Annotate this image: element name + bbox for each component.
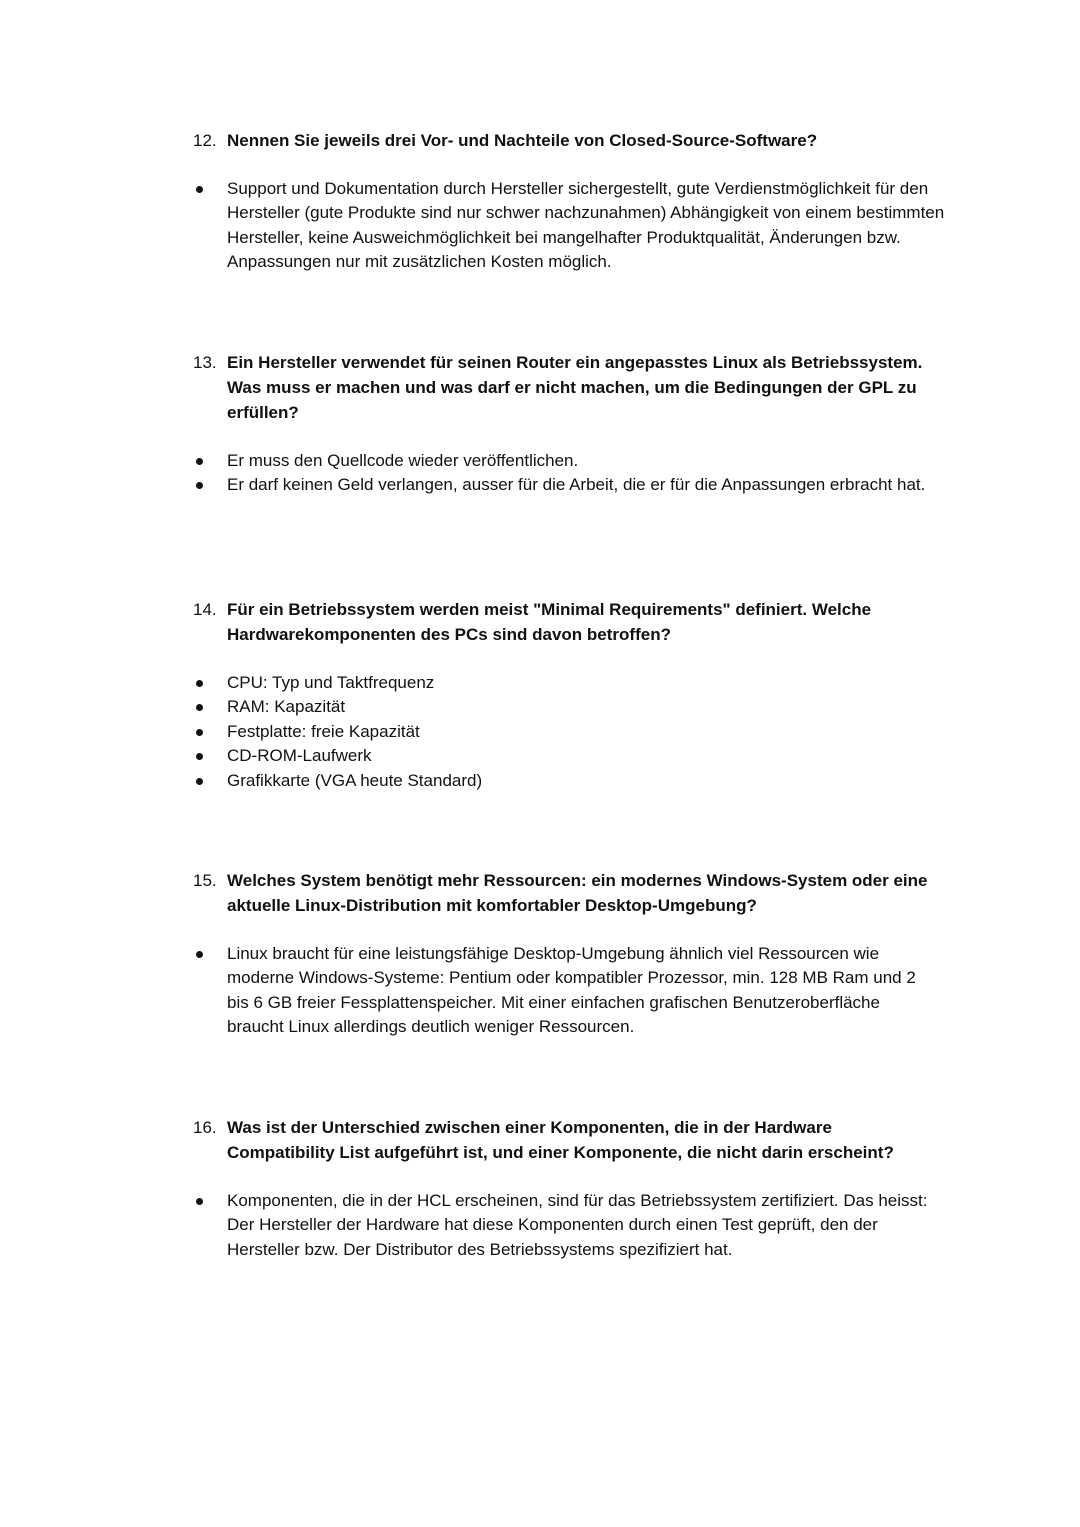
answer-text: RAM: Kapazität bbox=[227, 697, 346, 717]
answer-item bbox=[193, 942, 953, 1040]
answer-text: Komponenten, die in der HCL erscheinen, sind für das Betriebssystem zertifiziert. Das heisst: Der Hersteller der Hardware hat diese Komponenten durch einen Test geprüft, den der Hersteller bzw. Der Distributor des Betriebssystems spezifiziert hat. bbox=[227, 1191, 928, 1259]
bullet-icon bbox=[193, 1189, 227, 1262]
question-number: 15. bbox=[193, 871, 217, 890]
answer-text: Festplatte: freie Kapazität bbox=[227, 721, 420, 741]
question-number: 14. bbox=[193, 600, 217, 619]
question-text: Was ist der Unterschied zwischen einer Komponenten, die in der Hardware Compatibility List aufgeführt ist, und einer Komponente, die nicht darin erscheint? bbox=[227, 1118, 894, 1162]
answer-text: CPU: Typ und Taktfrequenz bbox=[227, 673, 435, 692]
answer-list bbox=[193, 177, 953, 275]
question-text: Nennen Sie jeweils drei Vor- und Nachteile von Closed-Source-Software? bbox=[227, 131, 818, 150]
question-13 bbox=[193, 350, 953, 498]
answer-text: Linux braucht für eine leistungsfähige Desktop-Umgebung ähnlich viel Ressourcen wie moderne Windows-Systeme: Pentium oder kompatibler Prozessor, min. 128 MB Ram und 2 bis 6 GB freier Fessplattenspeicher. Mit einer einfachen grafischen Benutzeroberfläche braucht Linux allerdings deutlich weniger Ressourcen. bbox=[227, 944, 916, 1037]
answer-text: Support und Dokumentation durch Hersteller sichergestellt, gute Verdienstmöglichkeit für den Hersteller (gute Produkte sind nur schwer nachzunahmen) Abhängigkeit von einem bestimmten Hersteller, keine Ausweichmöglichkeit bei mangelhafter Produktqualität, Änderungen bzw. Anpassungen nur mit zusätzlichen Kosten möglich. bbox=[227, 179, 945, 272]
answer-item bbox=[193, 1189, 953, 1262]
answer-item bbox=[193, 769, 953, 793]
question-14 bbox=[193, 597, 953, 793]
bullet-icon bbox=[193, 449, 227, 473]
question-heading bbox=[193, 128, 953, 153]
bullet-icon bbox=[193, 769, 227, 793]
answer-item bbox=[193, 671, 953, 695]
answer-text: Er muss den Quellcode wieder veröffentlichen. bbox=[227, 451, 579, 470]
bullet-icon bbox=[193, 695, 227, 719]
answer-list bbox=[193, 942, 953, 1040]
question-heading bbox=[193, 868, 953, 918]
answer-text: Grafikkarte (VGA heute Standard) bbox=[227, 770, 483, 790]
question-15 bbox=[193, 868, 953, 1040]
question-number: 16. bbox=[193, 1118, 217, 1137]
answer-text: CD-ROM-Laufwerk bbox=[227, 746, 372, 766]
answer-text: Er darf keinen Geld verlangen, ausser für die Arbeit, die er für die Anpassungen erbracht hat. bbox=[227, 475, 926, 495]
answer-list bbox=[193, 1189, 953, 1262]
bullet-icon bbox=[193, 671, 227, 695]
bullet-icon bbox=[193, 177, 227, 275]
bullet-icon bbox=[193, 942, 227, 1040]
answer-list bbox=[193, 671, 953, 793]
bullet-icon bbox=[193, 744, 227, 768]
answer-item bbox=[193, 449, 953, 473]
answer-item bbox=[193, 177, 953, 275]
question-number: 13. bbox=[193, 353, 217, 372]
answer-item bbox=[193, 720, 953, 744]
answer-list bbox=[193, 449, 953, 498]
answer-item bbox=[193, 744, 953, 768]
answer-item bbox=[193, 695, 953, 719]
bullet-icon bbox=[193, 720, 227, 744]
question-number: 12. bbox=[193, 131, 217, 150]
answer-item bbox=[193, 473, 953, 497]
question-heading bbox=[193, 350, 953, 425]
question-heading bbox=[193, 597, 953, 647]
question-16 bbox=[193, 1115, 953, 1262]
question-text: Welches System benötigt mehr Ressourcen: ein modernes Windows-System oder eine aktuelle Linux-Distribution mit komfortabler Desktop-Umgebung? bbox=[227, 871, 928, 915]
question-12 bbox=[193, 128, 953, 275]
question-text: Für ein Betriebssystem werden meist "Minimal Requirements" definiert. Welche Hardwarekomponenten des PCs sind davon betroffen? bbox=[227, 600, 872, 644]
bullet-icon bbox=[193, 473, 227, 497]
question-text: Ein Hersteller verwendet für seinen Router ein angepasstes Linux als Betriebssystem. Was muss er machen und was darf er nicht machen, um die Bedingungen der GPL zu erfüllen? bbox=[227, 353, 923, 422]
question-heading bbox=[193, 1115, 953, 1165]
